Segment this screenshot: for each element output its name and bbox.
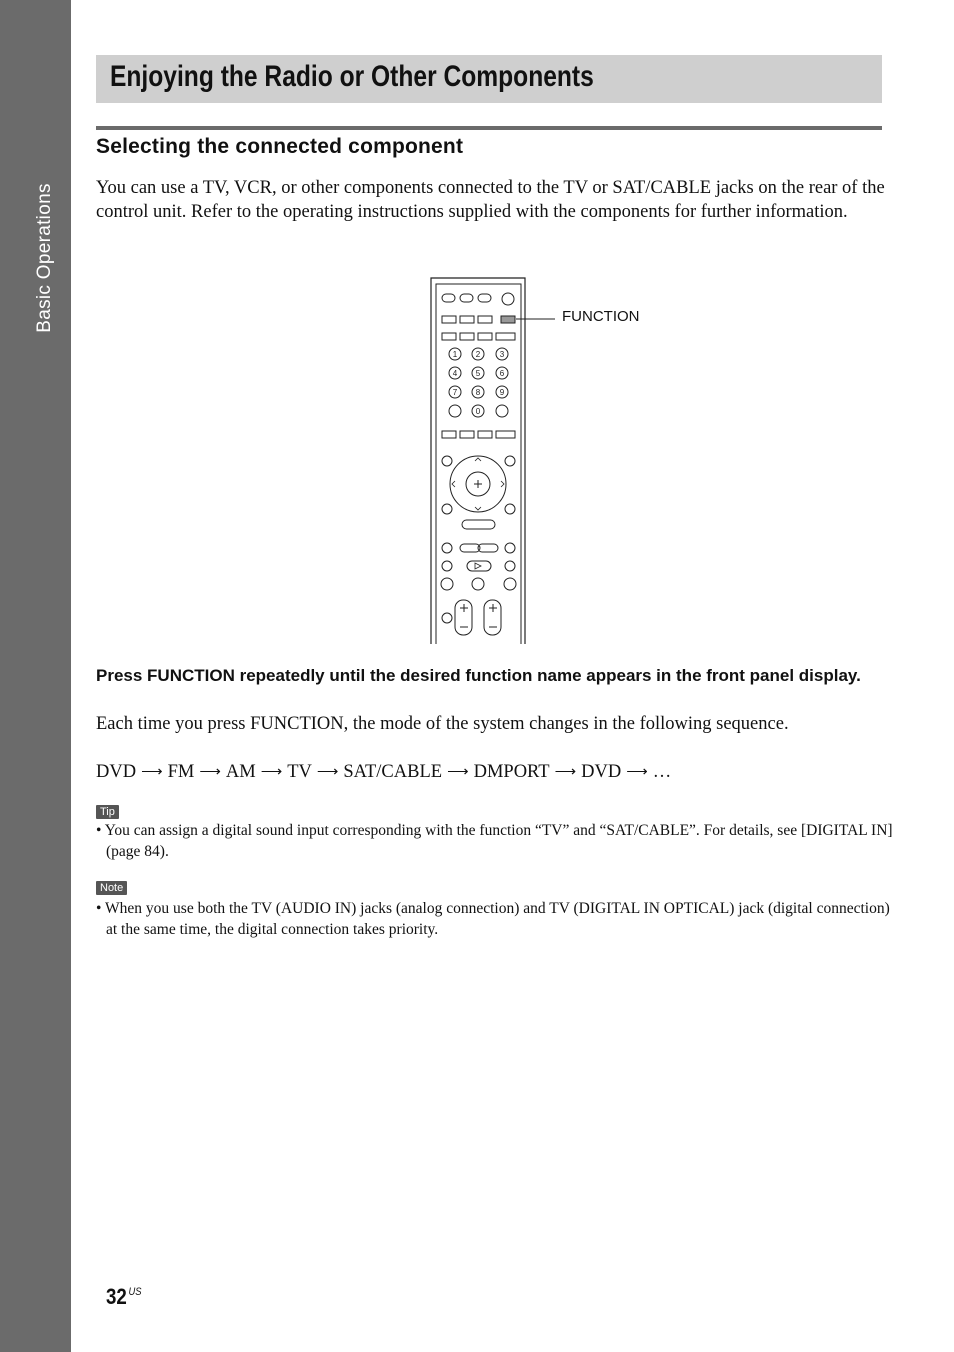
page-number-suffix: US	[128, 1286, 142, 1298]
step-description: Each time you press FUNCTION, the mode of the system changes in the following sequence.	[96, 714, 789, 734]
page-title: Enjoying the Radio or Other Components	[110, 60, 594, 93]
arrow-right-icon: ⟶	[447, 764, 469, 780]
key-6-label: 6	[499, 369, 505, 378]
side-tab-label: Basic Operations	[34, 183, 55, 333]
note-badge: Note	[96, 881, 127, 895]
sequence-item: FM	[167, 762, 195, 782]
key-blank-left	[449, 405, 461, 417]
sequence-item: …	[652, 762, 672, 782]
key-1-label: 1	[452, 350, 458, 359]
tip-text: • You can assign a digital sound input corresponding with the function “TV” and “SAT/CABLE”. For details, see [DIGITAL IN] (page 84).	[96, 822, 893, 860]
intro-paragraph: You can use a TV, VCR, or other components connected to the TV or SAT/CABLE jacks on the rear of the control unit. Refer to the operating instructions supplied with the components for further information.	[96, 178, 885, 222]
key-9-label: 9	[499, 388, 505, 397]
arrow-right-icon: ⟶	[199, 764, 221, 780]
key-0-label: 0	[475, 407, 481, 416]
key-7-label: 7	[452, 388, 458, 397]
sequence-item: SAT/CABLE	[343, 762, 443, 782]
function-callout-label: FUNCTION	[562, 308, 640, 325]
arrow-right-icon: ⟶	[260, 764, 283, 780]
arrow-right-icon: ⟶	[141, 764, 163, 780]
key-blank-right	[496, 405, 508, 417]
section-heading: Selecting the connected component	[96, 135, 464, 158]
key-2-label: 2	[475, 350, 481, 359]
key-3-label: 3	[499, 350, 505, 359]
key-4-label: 4	[452, 369, 458, 378]
section-rule	[96, 126, 882, 130]
key-8-label: 8	[475, 388, 481, 397]
function-sequence	[96, 762, 671, 783]
arrow-right-icon: ⟶	[316, 764, 339, 780]
remote-control-illustration	[425, 270, 565, 650]
sequence-item: DMPORT	[473, 762, 550, 782]
tip-badge: Tip	[96, 805, 119, 819]
key-5-label: 5	[475, 369, 481, 378]
step-instruction: Press FUNCTION repeatedly until the desired function name appears in the front panel display.	[96, 666, 861, 685]
sequence-item: DVD	[96, 762, 137, 782]
arrow-right-icon: ⟶	[626, 764, 648, 780]
sequence-item: DVD	[581, 762, 622, 782]
sequence-item: TV	[287, 762, 312, 782]
title-bar	[96, 55, 882, 103]
note-text: • When you use both the TV (AUDIO IN) jacks (analog connection) and TV (DIGITAL IN OPTICAL) jack (digital connection) at the same time, the digital connection takes priority.	[96, 900, 890, 938]
page-number-value: 32	[106, 1284, 127, 1309]
side-tab	[0, 0, 71, 1352]
arrow-right-icon: ⟶	[554, 764, 577, 780]
page-number	[106, 1284, 142, 1310]
sequence-item: AM	[225, 762, 256, 782]
